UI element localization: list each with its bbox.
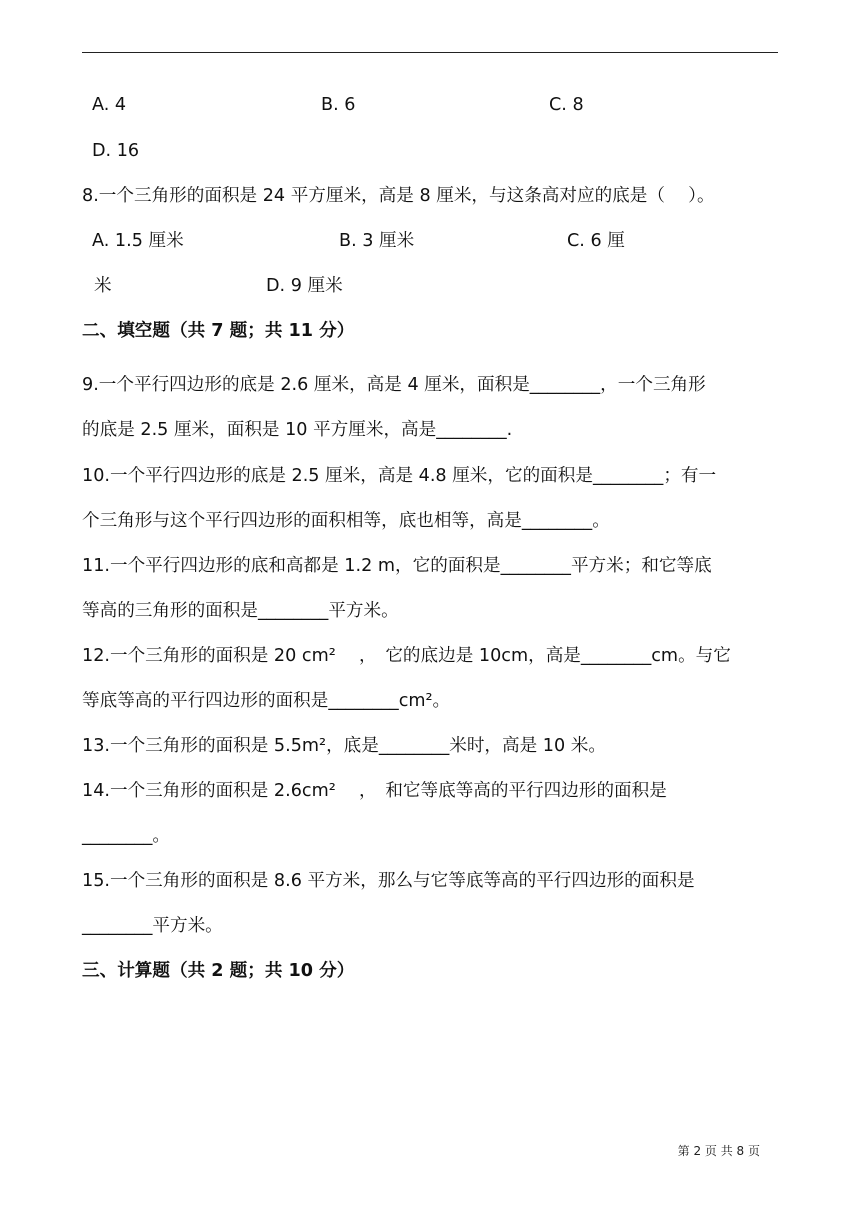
q9-line-2: 的底是 2.5 厘米，面积是 10 平方厘米，高是________. [82,420,513,440]
q14-line-2: ________。 [82,826,170,846]
header-rule [82,52,778,53]
section-heading-fill-in: 二、填空题（共 7 题；共 11 分） [82,321,355,341]
q15-line-2: ________平方米。 [82,916,223,936]
q8-option-c: C. 6 厘 [567,231,625,251]
q8-option-c-wrap: 米 [94,276,112,296]
q8-stem: 8.一个三角形的面积是 24 平方厘米，高是 8 厘米，与这条高对应的底是（ ）。 [82,186,715,206]
q11-line-2: 等高的三角形的面积是________平方米。 [82,601,399,621]
q8-option-a: A. 1.5 厘米 [92,231,184,251]
q10-line-1: 10.一个平行四边形的底是 2.5 厘米，高是 4.8 厘米，它的面积是________；有一 [82,466,717,486]
q13-line-1: 13.一个三角形的面积是 5.5m²，底是________米时，高是 10 米。 [82,736,606,756]
section-heading-calculation: 三、计算题（共 2 题；共 10 分） [82,961,355,981]
q12-line-2: 等底等高的平行四边形的面积是________cm²。 [82,691,451,711]
q9-line-1: 9.一个平行四边形的底是 2.6 厘米，高是 4 厘米，面积是________，一个三角形 [82,375,706,395]
q8-option-d: D. 9 厘米 [266,276,343,296]
q8-option-b: B. 3 厘米 [339,231,415,251]
q7-option-b: B. 6 [321,95,356,115]
q10-line-2: 个三角形与这个平行四边形的面积相等，底也相等，高是________。 [82,511,610,531]
q7-option-c: C. 8 [549,95,584,115]
q11-line-1: 11.一个平行四边形的底和高都是 1.2 m，它的面积是________平方米；和它等底 [82,556,712,576]
q7-option-a: A. 4 [92,95,127,115]
q7-option-d: D. 16 [92,141,140,161]
q14-line-1: 14.一个三角形的面积是 2.6cm² ， 和它等底等高的平行四边形的面积是 [82,781,667,801]
page-number: 第 2 页 共 8 页 [677,1144,760,1158]
q12-line-1: 12.一个三角形的面积是 20 cm² ， 它的底边是 10cm，高是________cm。与它 [82,646,731,666]
q15-line-1: 15.一个三角形的面积是 8.6 平方米，那么与它等底等高的平行四边形的面积是 [82,871,695,891]
